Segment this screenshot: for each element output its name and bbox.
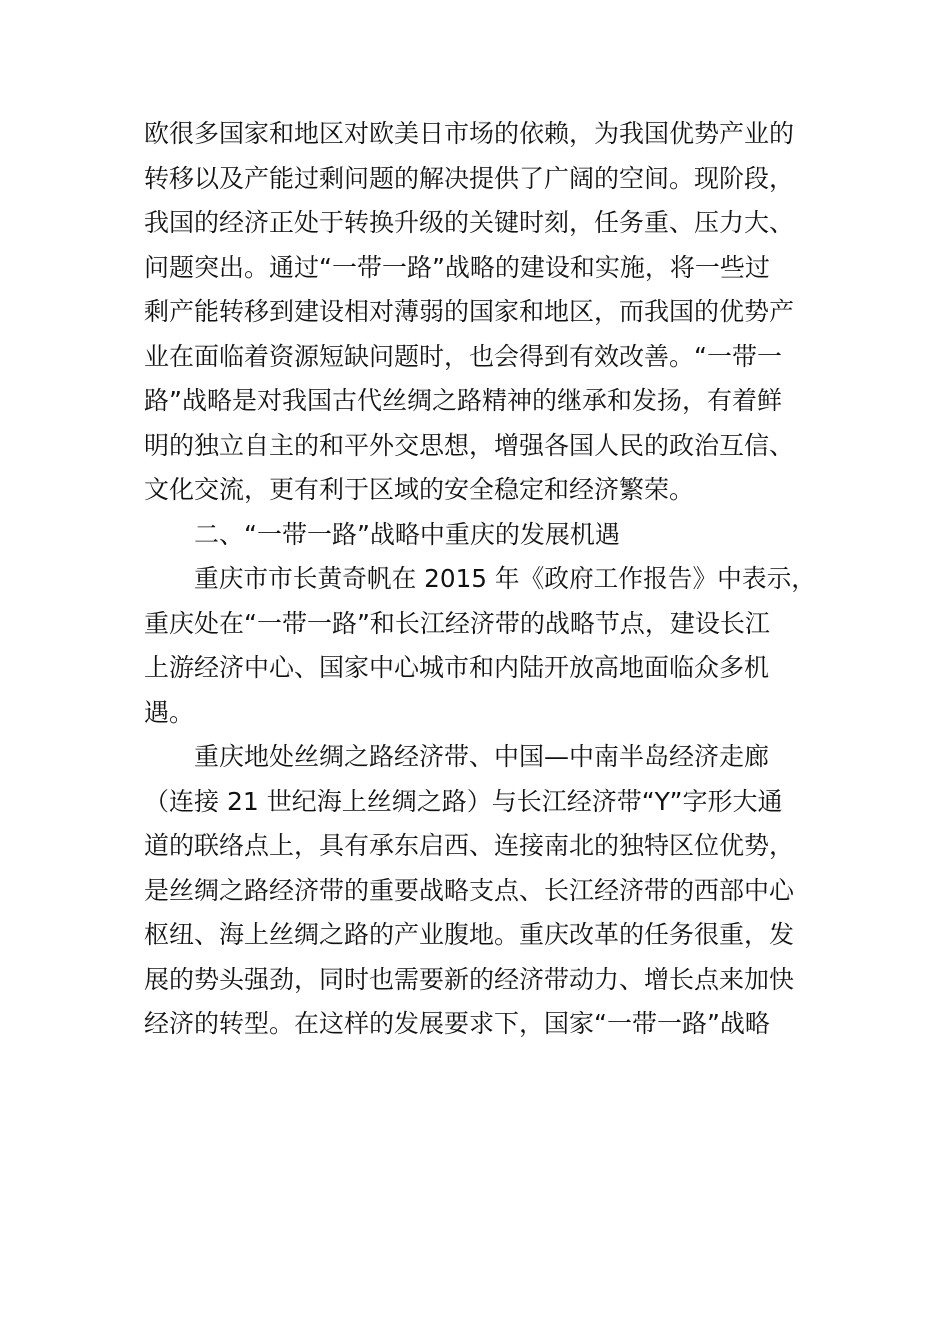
text-line: 转移以及产能过剩问题的解决提供了广阔的空间。现阶段， — [144, 163, 795, 193]
text-line: 明的独立自主的和平外交思想，增强各国人民的政治互信、 — [144, 430, 795, 460]
text-line: 遇。 — [144, 697, 195, 727]
text-line: 路”战略是对我国古代丝绸之路精神的继承和发扬，有着鲜 — [144, 386, 782, 415]
text-line: 是丝绸之路经济带的重要战略支点、长江经济带的西部中心 — [144, 875, 795, 905]
text-line: 展的势头强劲，同时也需要新的经济带动力、增长点来加快 — [144, 964, 795, 994]
text-line: 问题突出。通过“一带一路”战略的建设和实施，将一些过 — [144, 252, 770, 282]
text-line: 我国的经济正处于转换升级的关键时刻，任务重、压力大、 — [144, 208, 795, 237]
text-line: 经济的转型。在这样的发展要求下，国家“一带一路”战略 — [144, 1009, 770, 1038]
text-line: 上游经济中心、国家中心城市和内陆开放高地面临众多机 — [144, 653, 770, 682]
text-line: 文化交流，更有利于区域的安全稳定和经济繁荣。 — [144, 475, 695, 504]
text-line: 业在面临着资源短缺问题时，也会得到有效改善。“一带一 — [144, 341, 782, 371]
text-line: 道的联络点上，具有承东启西、连接南北的独特区位优势， — [144, 831, 795, 860]
text-line: 重庆处在“一带一路”和长江经济带的战略节点，建设长江 — [144, 608, 770, 638]
text-line: 枢纽、海上丝绸之路的产业腹地。重庆改革的任务很重，发 — [144, 920, 795, 949]
text-line: （连接 21 世纪海上丝绸之路）与长江经济带“Y”字形大通 — [144, 786, 783, 816]
paragraph-first-line: 二、“一带一路”战略中重庆的发展机遇 — [194, 519, 620, 549]
text-line: 欧很多国家和地区对欧美日市场的依赖，为我国优势产业的 — [144, 119, 795, 148]
paragraph-first-line: 重庆市市长黄奇帆在 2015 年《政府工作报告》中表示， — [194, 564, 816, 593]
text-line: 剩产能转移到建设相对薄弱的国家和地区，而我国的优势产 — [144, 297, 795, 326]
body-text — [144, 112, 816, 1047]
paragraph-first-line: 重庆地处丝绸之路经济带、中国—中南半岛经济走廊 — [194, 742, 770, 771]
